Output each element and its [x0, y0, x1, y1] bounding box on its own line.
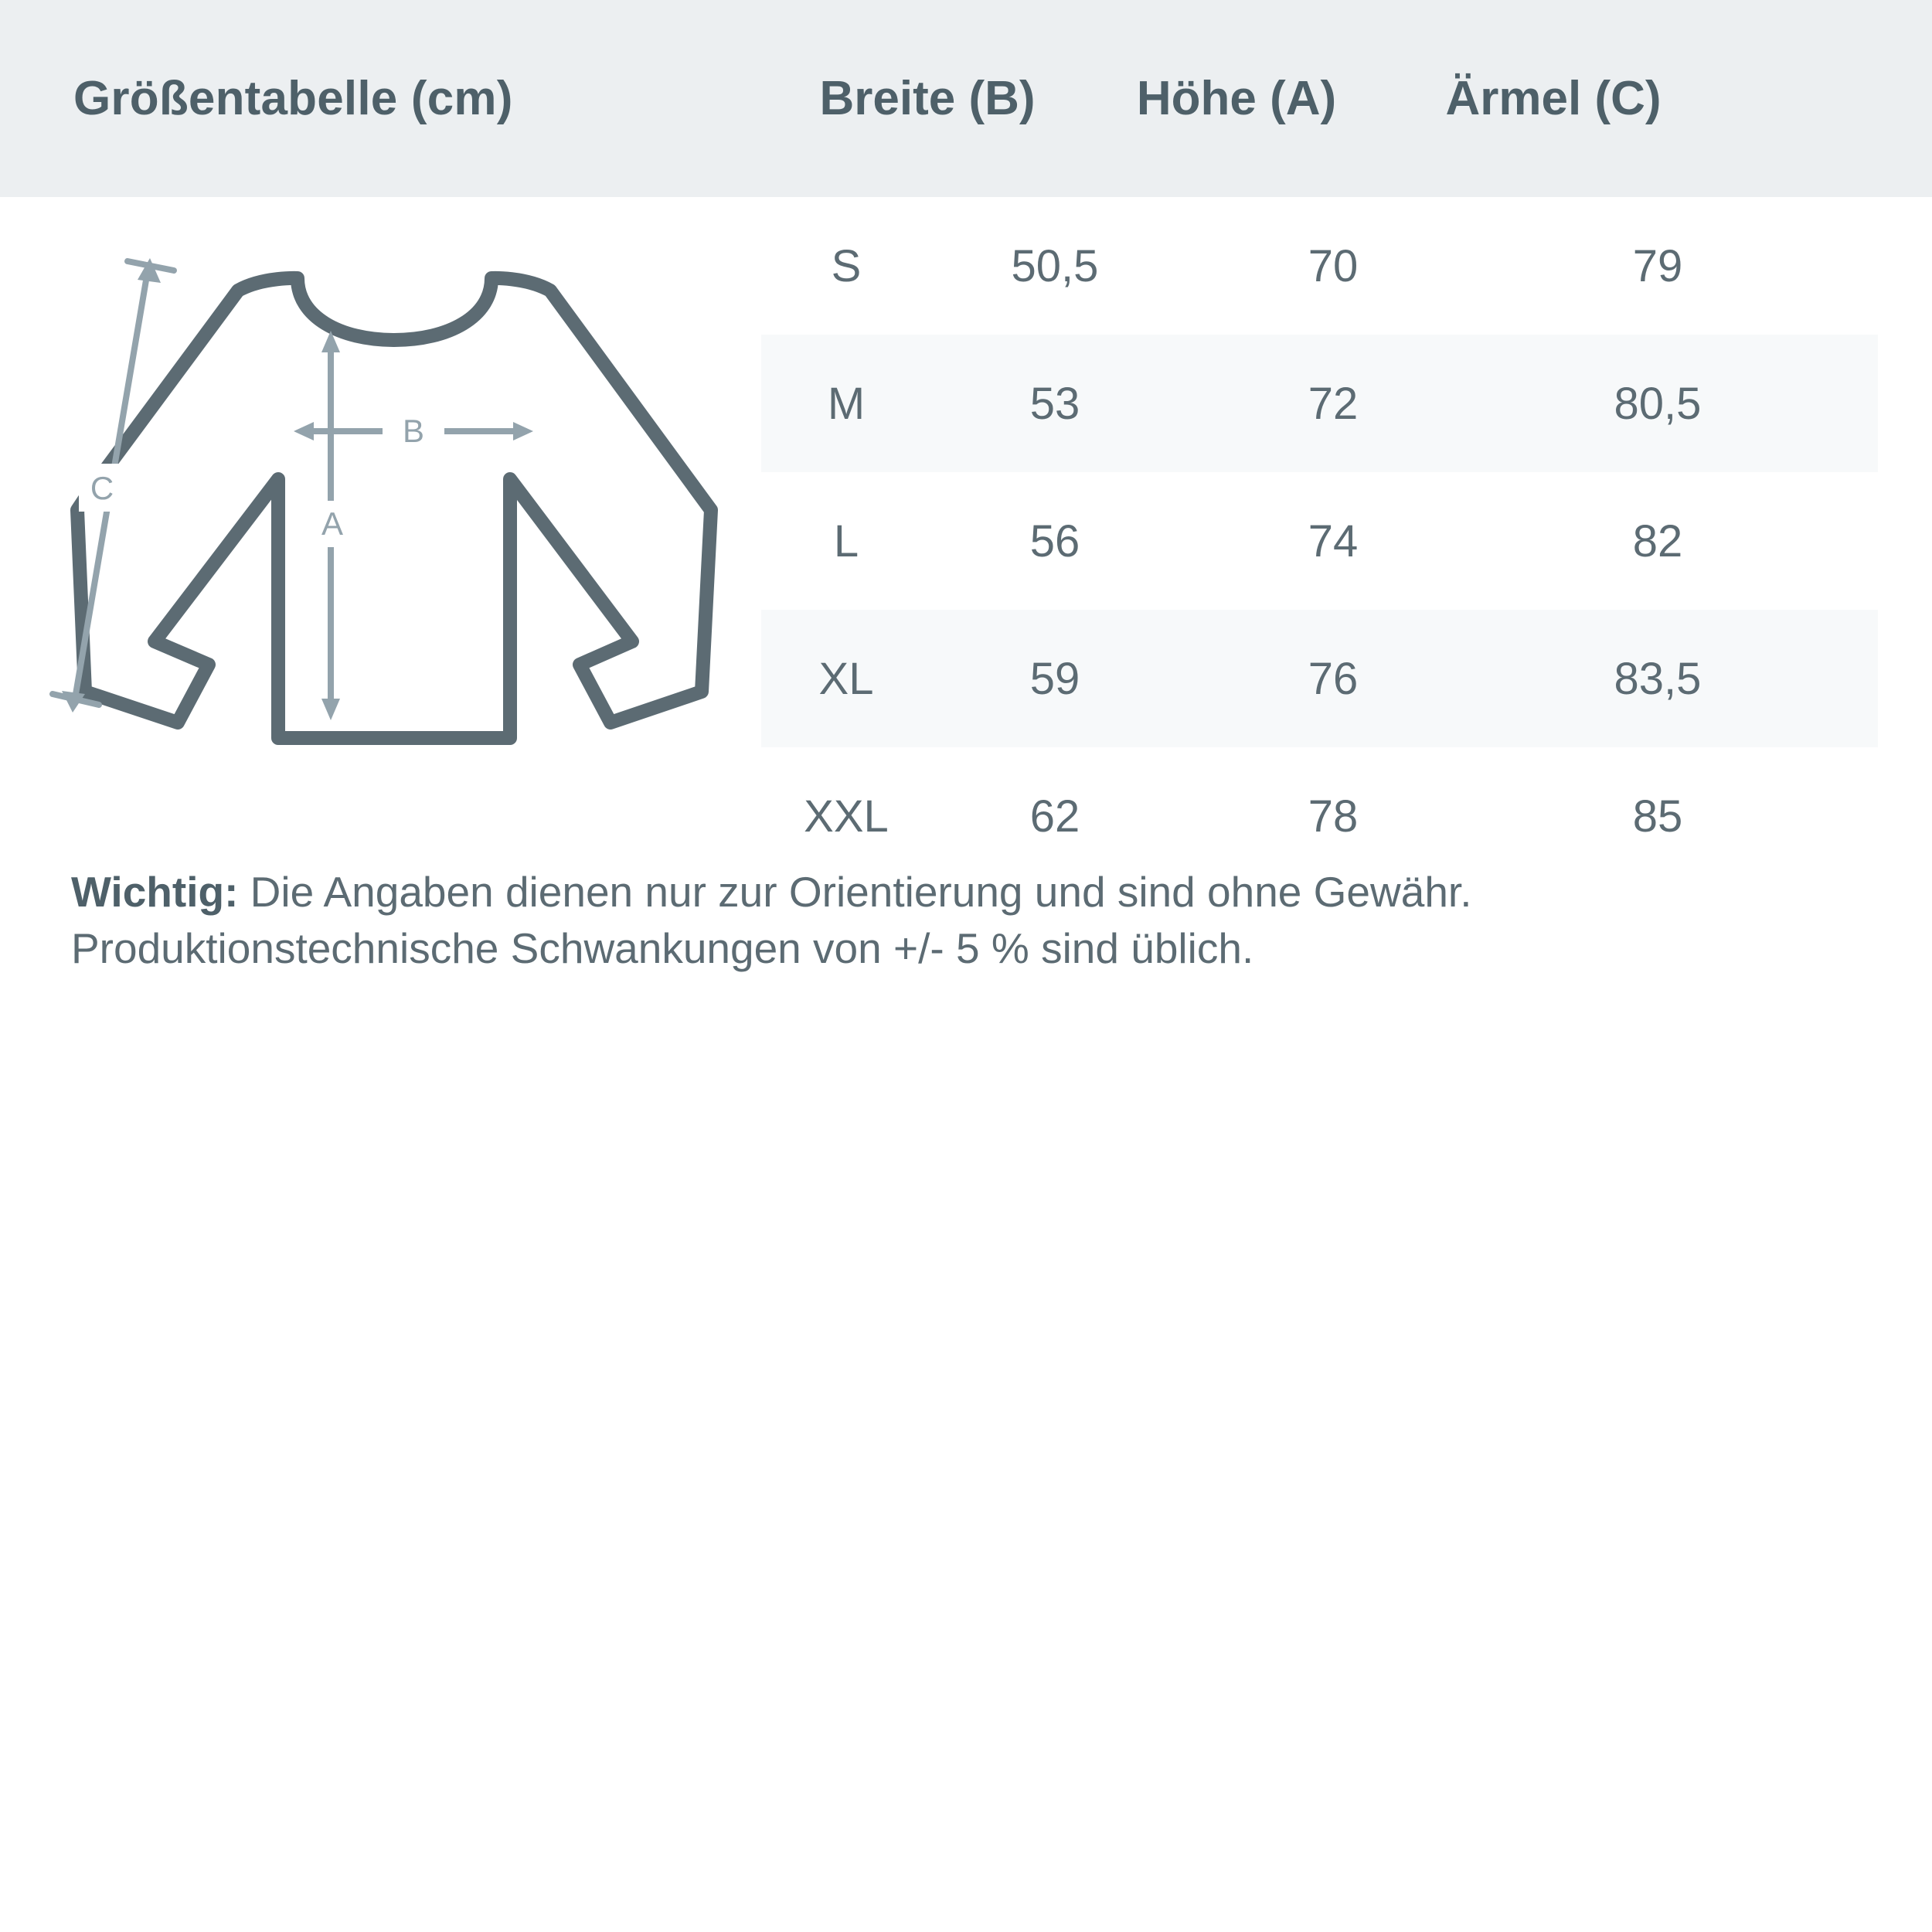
- label-a: A: [321, 505, 344, 542]
- cell-aermel: 79: [1632, 240, 1683, 291]
- column-header-aermel: Ärmel (C): [1445, 72, 1662, 125]
- column-header-breite: Breite (B): [819, 72, 1036, 125]
- cell-aermel: 83,5: [1614, 653, 1702, 704]
- cell-size: L: [833, 515, 859, 566]
- cell-hoehe: 72: [1308, 378, 1359, 429]
- shirt-measurement-illustration: [31, 232, 757, 819]
- table-column-headers: [773, 71, 1862, 126]
- label-b: B: [402, 413, 425, 449]
- cell-hoehe: 74: [1308, 515, 1359, 566]
- cell-breite: 50,5: [1011, 240, 1099, 291]
- page-title: Größentabelle (cm): [73, 72, 513, 125]
- cell-breite: 56: [1029, 515, 1080, 566]
- cell-size: XXL: [804, 791, 889, 842]
- cell-hoehe: 70: [1308, 240, 1359, 291]
- cell-hoehe: 76: [1308, 653, 1359, 704]
- size-table: [761, 197, 1878, 885]
- cell-aermel: 85: [1632, 791, 1683, 842]
- cell-size: XL: [818, 653, 874, 704]
- column-header-hoehe: Höhe (A): [1136, 72, 1337, 125]
- disclaimer-text: Die Angaben dienen nur zur Orientierung und sind ohne Gewähr. Produktionstechnische Schwankungen von +/- 5 % sind üblich.: [71, 868, 1472, 973]
- cell-breite: 53: [1029, 378, 1080, 429]
- table-row: [761, 472, 1878, 610]
- table-row: [761, 610, 1878, 747]
- label-c: C: [90, 470, 114, 506]
- cell-aermel: 80,5: [1614, 378, 1702, 429]
- table-row: [761, 197, 1878, 335]
- cell-hoehe: 78: [1308, 791, 1359, 842]
- cell-breite: 62: [1029, 791, 1080, 842]
- cell-size: S: [831, 240, 862, 291]
- table-row: [761, 335, 1878, 472]
- disclaimer-label: Wichtig:: [71, 868, 239, 916]
- cell-aermel: 82: [1632, 515, 1683, 566]
- cell-breite: 59: [1029, 653, 1080, 704]
- cell-size: M: [827, 378, 866, 429]
- disclaimer-note: [71, 864, 1872, 977]
